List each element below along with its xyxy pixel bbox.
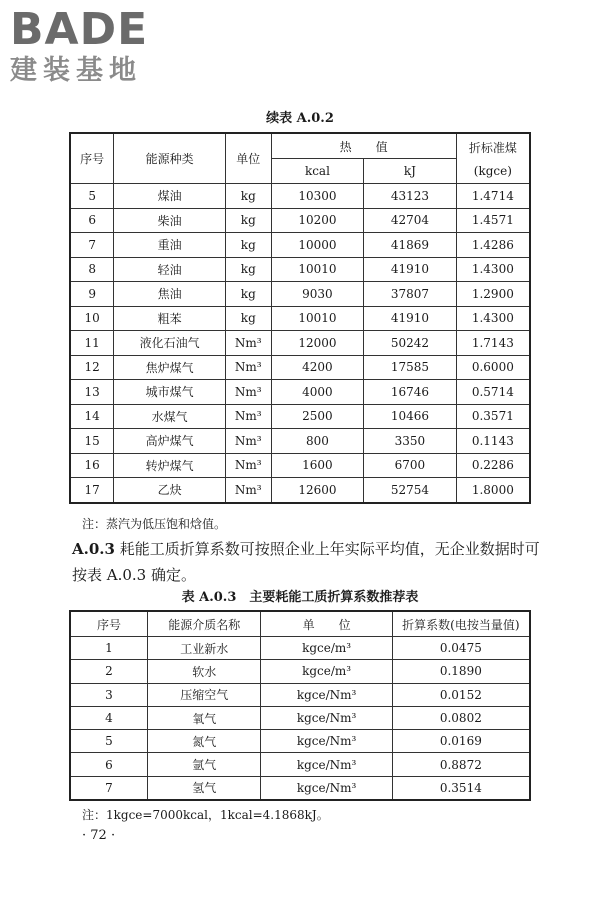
table-row <box>70 306 530 331</box>
cell-kj: 3350 <box>364 429 457 454</box>
cell-no: 5 <box>70 730 147 753</box>
cell-energy-type: 粗苯 <box>114 306 226 331</box>
table2-note: 注：1kgce=7000kcal，1kcal=4.1868kJ。 <box>82 808 329 822</box>
cell-unit: Nm³ <box>225 429 271 454</box>
header-unit: 单位 <box>225 133 271 184</box>
table-row <box>70 429 530 454</box>
cell-coefficient: 0.1890 <box>392 660 530 683</box>
cell-kj: 50242 <box>364 331 457 356</box>
cell-kj: 6700 <box>364 453 457 478</box>
cell-unit: kg <box>225 306 271 331</box>
table-row <box>70 753 530 776</box>
header-no: 序号 <box>70 133 114 184</box>
cell-coefficient: 0.8872 <box>392 753 530 776</box>
t2-header-unit: 单 位 <box>261 611 392 637</box>
cell-kcal: 4000 <box>271 380 364 405</box>
header-coal-equivalent <box>456 133 530 184</box>
cell-no: 9 <box>70 282 114 307</box>
cell-coal-equivalent: 0.6000 <box>456 355 530 380</box>
cell-medium-name: 氮气 <box>147 730 261 753</box>
cell-unit: Nm³ <box>225 404 271 429</box>
cell-kj: 43123 <box>364 184 457 209</box>
header-energy-type: 能源种类 <box>114 133 226 184</box>
cell-no: 13 <box>70 380 114 405</box>
cell-medium-name: 软水 <box>147 660 261 683</box>
table2-caption: 表 A.0.3 主要耗能工质折算系数推荐表 <box>181 590 419 605</box>
cell-coal-equivalent: 1.4714 <box>456 184 530 209</box>
table-row <box>70 776 530 800</box>
cell-no: 10 <box>70 306 114 331</box>
table2-body <box>70 637 530 801</box>
cell-unit: kgce/Nm³ <box>261 730 392 753</box>
cell-kj: 42704 <box>364 208 457 233</box>
cell-no: 17 <box>70 478 114 503</box>
t2-header-coefficient: 折算系数(电按当量值) <box>392 611 530 637</box>
cell-kj: 41869 <box>364 233 457 258</box>
cell-kcal: 12600 <box>271 478 364 503</box>
logo-subtitle: 建装基地 <box>10 55 142 86</box>
cell-kcal: 10000 <box>271 233 364 258</box>
cell-unit: kgce/m³ <box>261 637 392 660</box>
cell-energy-type: 重油 <box>114 233 226 258</box>
cell-no: 1 <box>70 637 147 660</box>
table-row <box>70 282 530 307</box>
cell-kcal: 2500 <box>271 404 364 429</box>
cell-no: 16 <box>70 453 114 478</box>
cell-coal-equivalent: 0.5714 <box>456 380 530 405</box>
cell-no: 6 <box>70 753 147 776</box>
energy-conversion-table <box>69 132 531 504</box>
cell-kj: 16746 <box>364 380 457 405</box>
table-row <box>70 257 530 282</box>
cell-kj: 37807 <box>364 282 457 307</box>
table-row <box>70 404 530 429</box>
table-row <box>70 683 530 706</box>
cell-no: 15 <box>70 429 114 454</box>
section-label: A.0.3 <box>72 540 115 558</box>
cell-coal-equivalent: 1.2900 <box>456 282 530 307</box>
cell-kj: 17585 <box>364 355 457 380</box>
cell-no: 7 <box>70 776 147 800</box>
cell-kj: 41910 <box>364 306 457 331</box>
cell-medium-name: 工业新水 <box>147 637 261 660</box>
cell-coal-equivalent: 0.2286 <box>456 453 530 478</box>
cell-kcal: 9030 <box>271 282 364 307</box>
cell-unit: Nm³ <box>225 380 271 405</box>
cell-coal-equivalent: 1.8000 <box>456 478 530 503</box>
t2-header-no: 序号 <box>70 611 147 637</box>
cell-unit: Nm³ <box>225 478 271 503</box>
cell-no: 5 <box>70 184 114 209</box>
logo-wordmark: BADE <box>10 4 149 55</box>
cell-kj: 10466 <box>364 404 457 429</box>
t2-header-medium: 能源介质名称 <box>147 611 261 637</box>
table1-note: 注：蒸汽为低压饱和焓值。 <box>82 517 227 531</box>
table-row <box>70 208 530 233</box>
cell-unit: kg <box>225 282 271 307</box>
cell-kcal: 10010 <box>271 306 364 331</box>
cell-coal-equivalent: 1.4571 <box>456 208 530 233</box>
table-row <box>70 730 530 753</box>
cell-medium-name: 氧气 <box>147 706 261 729</box>
cell-unit: Nm³ <box>225 331 271 356</box>
cell-no: 12 <box>70 355 114 380</box>
cell-coefficient: 0.0475 <box>392 637 530 660</box>
cell-unit: Nm³ <box>225 355 271 380</box>
table-row <box>70 380 530 405</box>
table-row <box>70 706 530 729</box>
cell-coefficient: 0.0152 <box>392 683 530 706</box>
cell-unit: kgce/Nm³ <box>261 776 392 800</box>
cell-energy-type: 水煤气 <box>114 404 226 429</box>
cell-energy-type: 煤油 <box>114 184 226 209</box>
cell-kcal: 12000 <box>271 331 364 356</box>
cell-energy-type: 焦炉煤气 <box>114 355 226 380</box>
cell-kj: 41910 <box>364 257 457 282</box>
cell-coal-equivalent: 1.7143 <box>456 331 530 356</box>
page-number: · 72 · <box>82 828 116 843</box>
cell-unit: kgce/m³ <box>261 660 392 683</box>
table-row <box>70 453 530 478</box>
cell-coal-equivalent: 0.1143 <box>456 429 530 454</box>
table1-body <box>70 184 530 503</box>
cell-energy-type: 高炉煤气 <box>114 429 226 454</box>
cell-no: 6 <box>70 208 114 233</box>
cell-energy-type: 乙炔 <box>114 478 226 503</box>
cell-unit: kgce/Nm³ <box>261 753 392 776</box>
cell-unit: Nm³ <box>225 453 271 478</box>
cell-coal-equivalent: 1.4300 <box>456 257 530 282</box>
cell-energy-type: 轻油 <box>114 257 226 282</box>
cell-coal-equivalent: 1.4300 <box>456 306 530 331</box>
cell-energy-type: 焦油 <box>114 282 226 307</box>
cell-coefficient: 0.0802 <box>392 706 530 729</box>
header-heat-value: 热 值 <box>271 133 456 159</box>
cell-kj: 52754 <box>364 478 457 503</box>
cell-unit: kgce/Nm³ <box>261 683 392 706</box>
cell-unit: kg <box>225 208 271 233</box>
cell-kcal: 10300 <box>271 184 364 209</box>
medium-conversion-table <box>69 610 531 801</box>
cell-kcal: 10010 <box>271 257 364 282</box>
cell-no: 7 <box>70 233 114 258</box>
cell-no: 2 <box>70 660 147 683</box>
table-row <box>70 478 530 503</box>
section-paragraph <box>72 536 542 588</box>
cell-unit: kg <box>225 233 271 258</box>
cell-energy-type: 城市煤气 <box>114 380 226 405</box>
table1-caption: 续表 A.0.2 <box>266 111 334 126</box>
cell-kcal: 800 <box>271 429 364 454</box>
cell-medium-name: 氢气 <box>147 776 261 800</box>
cell-no: 3 <box>70 683 147 706</box>
header-coal-equivalent-unit: (kgce) <box>473 164 512 178</box>
cell-coefficient: 0.0169 <box>392 730 530 753</box>
cell-no: 8 <box>70 257 114 282</box>
cell-kcal: 4200 <box>271 355 364 380</box>
cell-energy-type: 柴油 <box>114 208 226 233</box>
table-row <box>70 660 530 683</box>
cell-coefficient: 0.3514 <box>392 776 530 800</box>
table-row <box>70 637 530 660</box>
cell-kcal: 1600 <box>271 453 364 478</box>
table-row <box>70 331 530 356</box>
cell-unit: kg <box>225 184 271 209</box>
section-text: 耗能工质折算系数可按照企业上年实际平均值，无企业数据时可按表 A.0.3 确定。 <box>72 540 540 584</box>
cell-coal-equivalent: 0.3571 <box>456 404 530 429</box>
header-kcal: kcal <box>271 159 364 184</box>
header-kj: kJ <box>364 159 457 184</box>
cell-kcal: 10200 <box>271 208 364 233</box>
table-row <box>70 184 530 209</box>
cell-medium-name: 压缩空气 <box>147 683 261 706</box>
cell-coal-equivalent: 1.4286 <box>456 233 530 258</box>
header-coal-equivalent-label: 折标准煤 <box>468 141 517 155</box>
table-row <box>70 355 530 380</box>
cell-no: 4 <box>70 706 147 729</box>
cell-energy-type: 液化石油气 <box>114 331 226 356</box>
table-row <box>70 233 530 258</box>
bade-logo <box>10 6 180 88</box>
cell-energy-type: 转炉煤气 <box>114 453 226 478</box>
cell-no: 14 <box>70 404 114 429</box>
cell-unit: kgce/Nm³ <box>261 706 392 729</box>
cell-unit: kg <box>225 257 271 282</box>
cell-no: 11 <box>70 331 114 356</box>
cell-medium-name: 氩气 <box>147 753 261 776</box>
